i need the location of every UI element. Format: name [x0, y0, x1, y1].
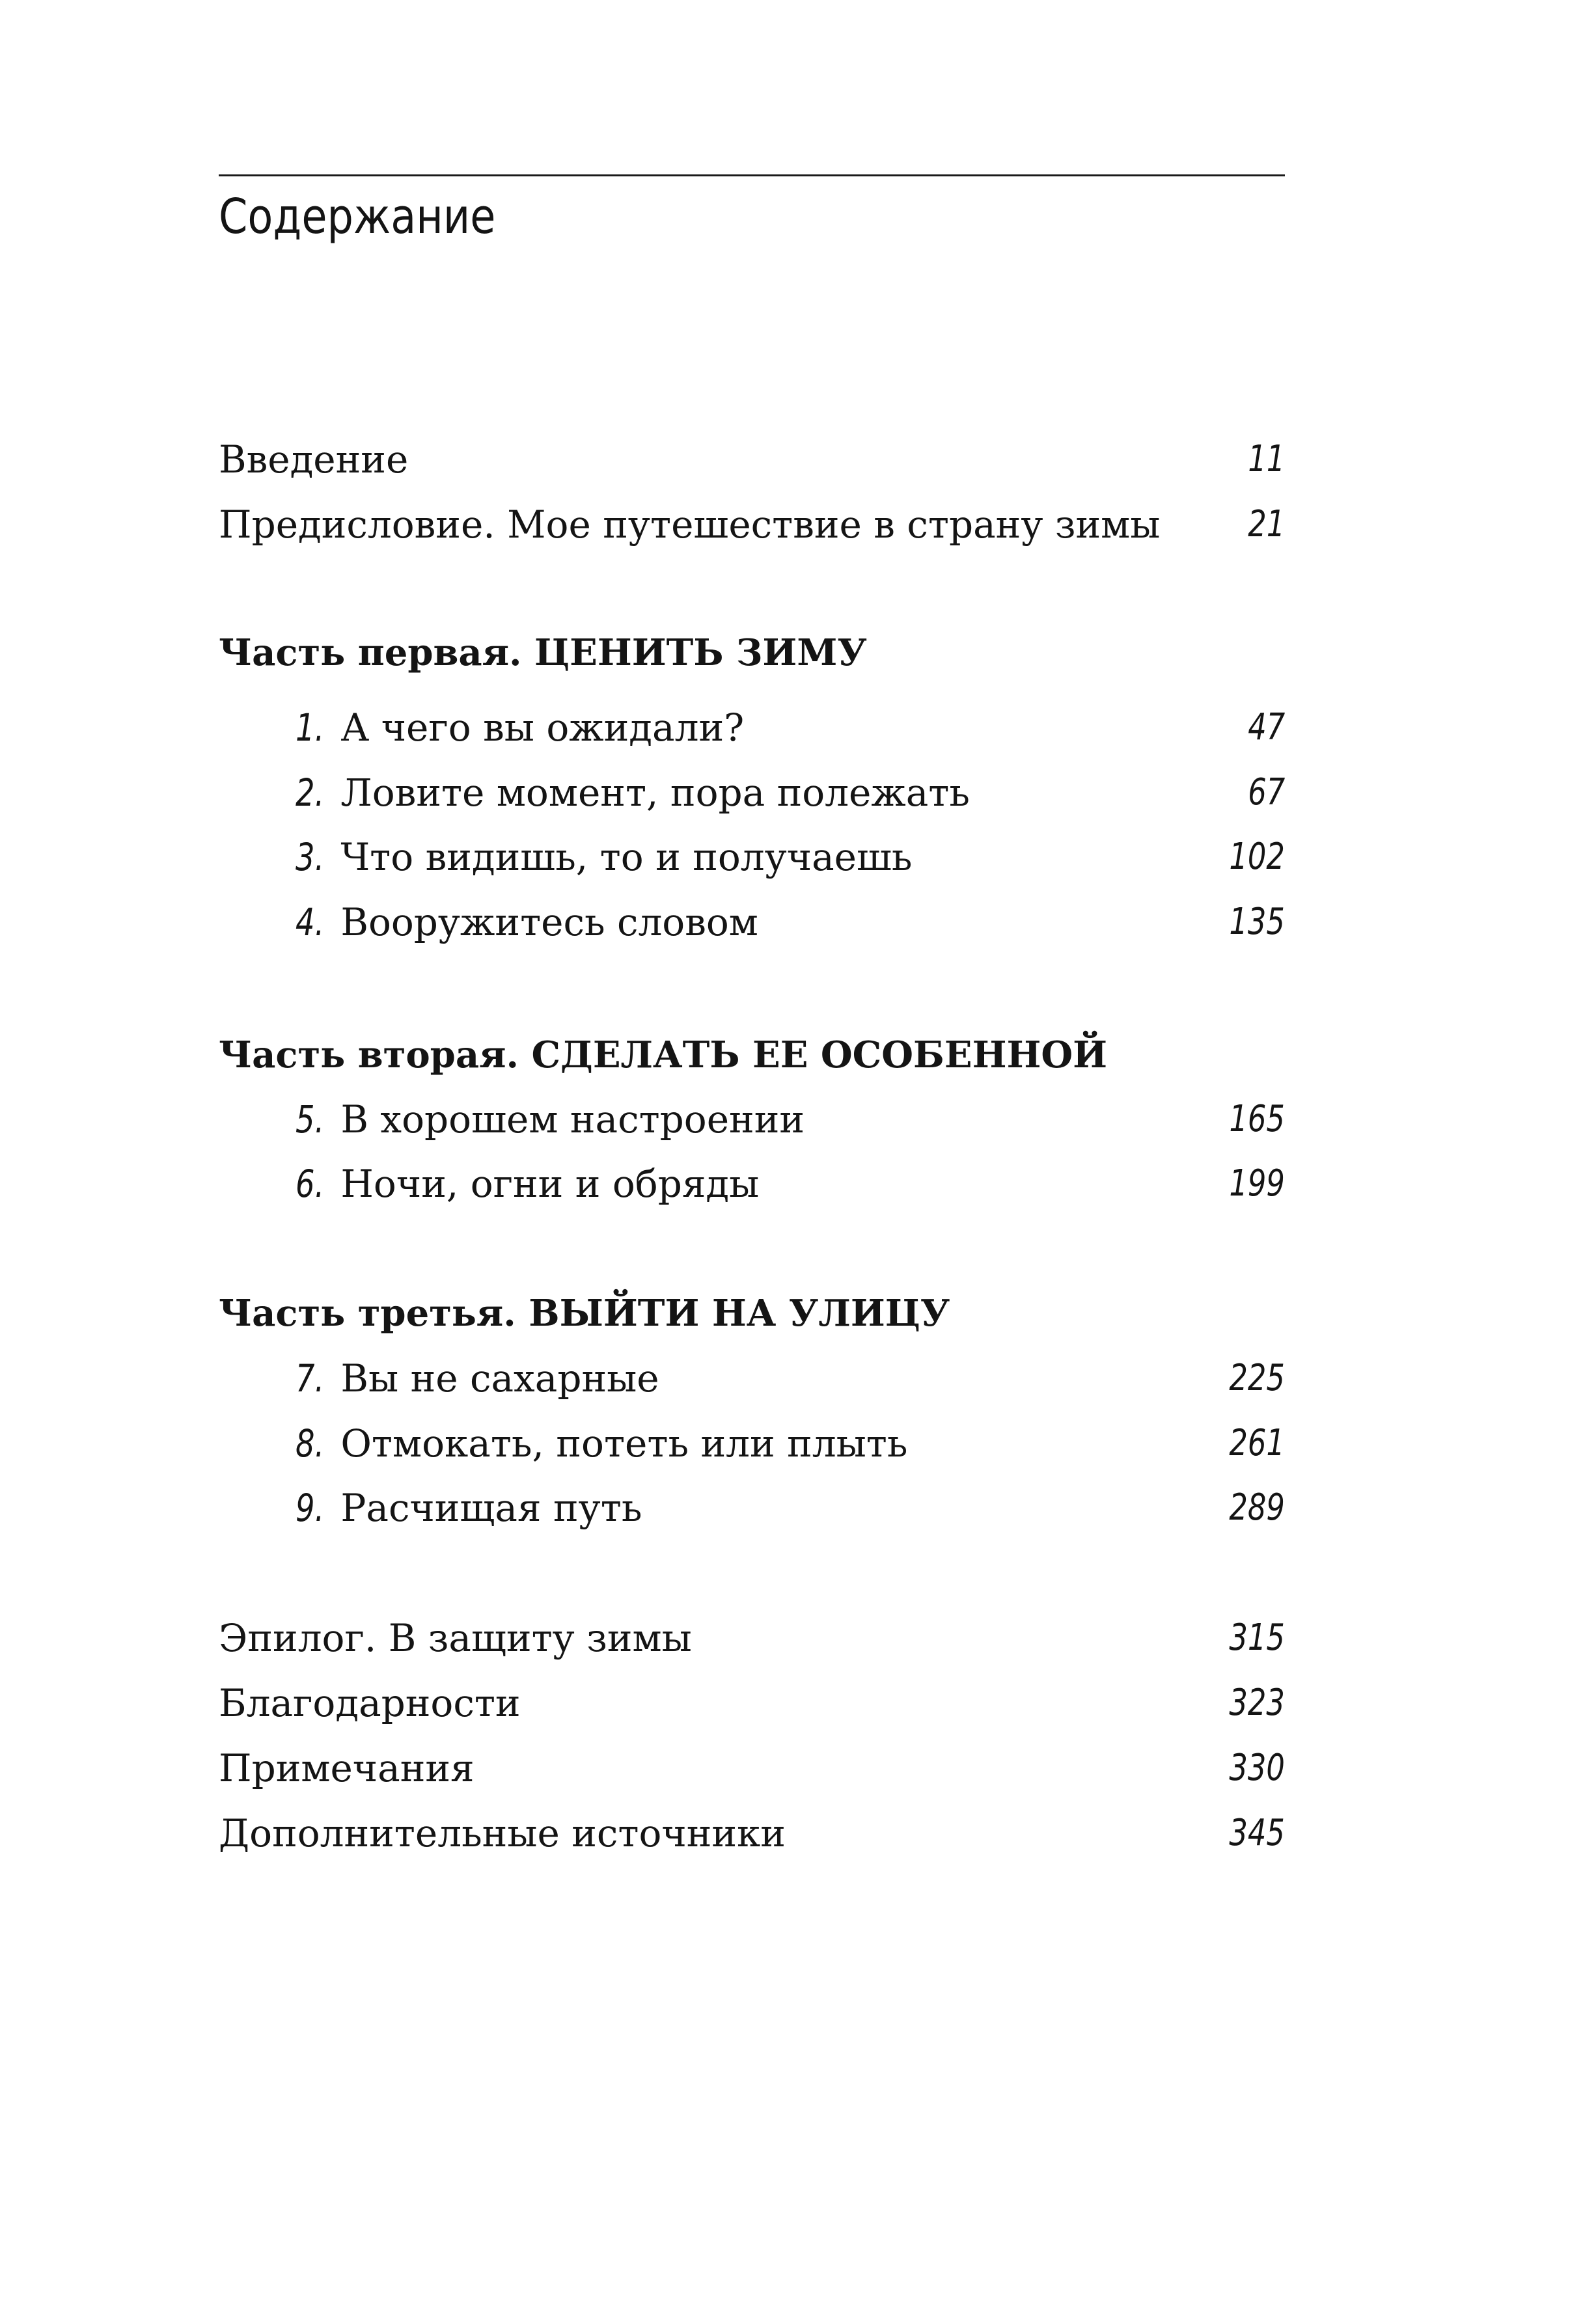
toc-entry-chapter-2[interactable]	[219, 760, 1285, 825]
top-rule	[219, 174, 1285, 176]
toc-entry-label: Ночи, огни и обряды	[340, 1162, 760, 1206]
toc-entry-chapter-5[interactable]	[219, 1087, 1285, 1152]
toc-page-number: 21	[1247, 503, 1285, 545]
chapter-number: 6.	[296, 1162, 325, 1206]
toc-page-number: 289	[1229, 1486, 1285, 1529]
part-heading-2: Часть вторая. СДЕЛАТЬ ЕЕ ОСОБЕННОЙ	[219, 1033, 1108, 1076]
chapter-number: 4.	[296, 900, 325, 944]
toc-page-number: 330	[1229, 1747, 1285, 1789]
toc-entry-label: Расчищая путь	[340, 1486, 642, 1530]
chapter-number: 5.	[296, 1097, 325, 1141]
toc-entry-label: Благодарности	[219, 1681, 521, 1725]
toc-page-number: 102	[1229, 836, 1285, 878]
toc-entry-chapter-4[interactable]	[219, 890, 1285, 955]
toc-page-number: 165	[1229, 1098, 1285, 1140]
toc-entry-label: Вооружитесь словом	[340, 900, 758, 944]
toc-entry-chapter-3[interactable]	[219, 825, 1285, 890]
chapter-number: 7.	[296, 1356, 325, 1401]
toc-entry-further-reading[interactable]	[219, 1801, 1285, 1866]
toc-page-number: 135	[1229, 901, 1285, 943]
toc-page-number: 225	[1229, 1357, 1285, 1399]
chapter-number: 3.	[296, 835, 325, 879]
toc-entry-label: Отмокать, потеть или плыть	[340, 1421, 908, 1466]
toc-page-number: 199	[1229, 1162, 1285, 1205]
toc-entry-chapter-6[interactable]	[219, 1151, 1285, 1216]
toc-page-number: 67	[1247, 771, 1285, 813]
toc-page-number: 11	[1247, 438, 1285, 480]
toc-page-number: 345	[1229, 1812, 1285, 1854]
toc-entry-label: Эпилог. В защиту зимы	[219, 1616, 692, 1660]
toc-page-number: 323	[1229, 1682, 1285, 1724]
toc-entry-notes[interactable]	[219, 1736, 1285, 1801]
page-title: Содержание	[219, 189, 496, 245]
part-heading-3: Часть третья. ВЫЙТИ НА УЛИЦУ	[219, 1292, 950, 1335]
toc-entry-chapter-8[interactable]	[219, 1411, 1285, 1476]
toc-entry-label: Предисловие. Мое путешествие в страну зимы	[219, 502, 1161, 547]
chapter-number: 2.	[296, 771, 325, 815]
toc-entry-preface[interactable]	[219, 492, 1285, 557]
toc-entry-chapter-9[interactable]	[219, 1475, 1285, 1540]
toc-entry-label: Ловите момент, пора полежать	[340, 771, 970, 815]
toc-entry-introduction[interactable]	[219, 427, 1285, 492]
toc-entry-label: Вы не сахарные	[340, 1356, 659, 1401]
toc-entry-label: Введение	[219, 437, 409, 482]
toc-entry-acknowledgements[interactable]	[219, 1671, 1285, 1736]
toc-entry-label: В хорошем настроении	[340, 1097, 805, 1141]
toc-entry-chapter-1[interactable]	[219, 695, 1285, 760]
toc-entry-label: А чего вы ожидали?	[340, 705, 745, 750]
chapter-number: 1.	[296, 705, 325, 750]
chapter-number: 9.	[296, 1486, 325, 1530]
toc-page-number: 261	[1229, 1422, 1285, 1464]
toc-entry-label: Примечания	[219, 1746, 475, 1790]
part-heading-1: Часть первая. ЦЕНИТЬ ЗИМУ	[219, 631, 867, 674]
toc-entry-chapter-7[interactable]	[219, 1346, 1285, 1411]
toc-page-number: 315	[1229, 1617, 1285, 1659]
toc-page-number: 47	[1247, 706, 1285, 748]
toc-entry-label: Что видишь, то и получаешь	[340, 835, 913, 879]
chapter-number: 8.	[296, 1421, 325, 1466]
toc-entry-epilogue[interactable]	[219, 1606, 1285, 1671]
toc-entry-label: Дополнительные источники	[219, 1811, 786, 1855]
